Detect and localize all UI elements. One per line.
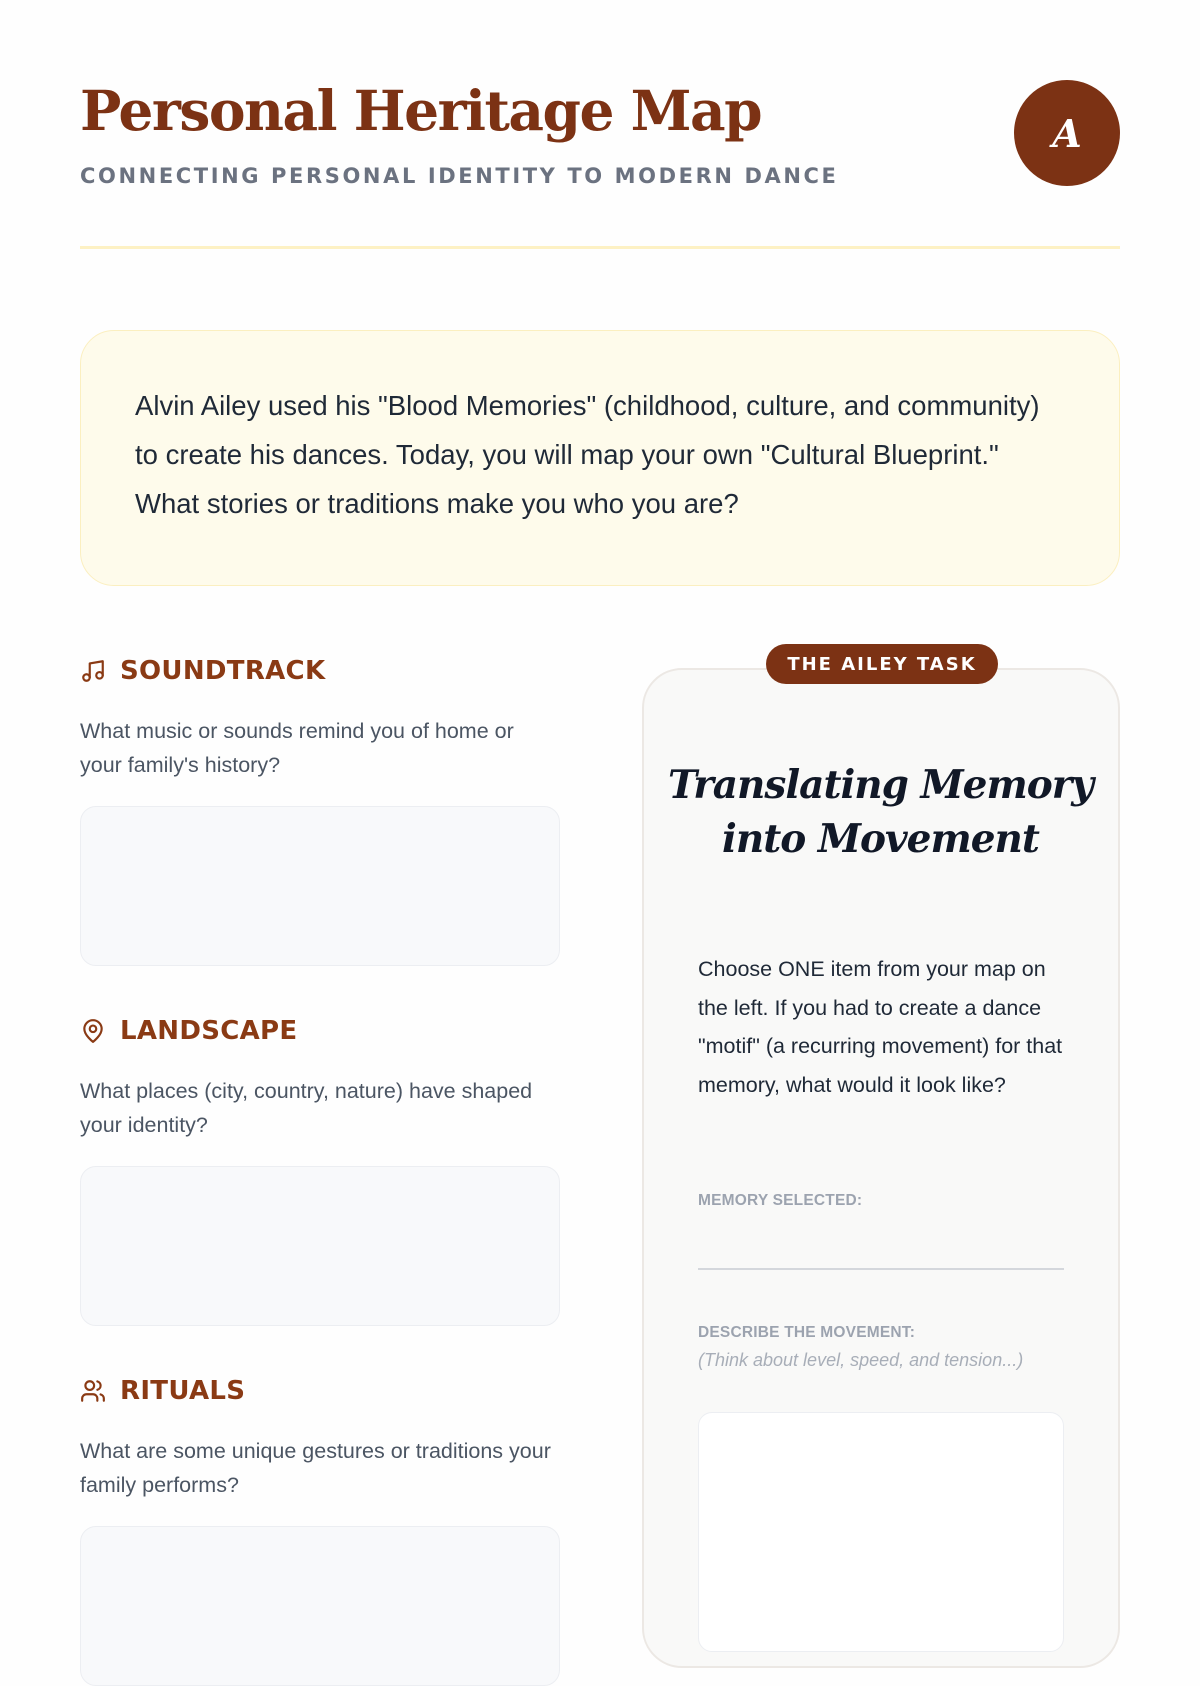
prompt-landscape-header bbox=[80, 1016, 560, 1046]
describe-movement-label: DESCRIBE THE MOVEMENT: bbox=[698, 1324, 916, 1341]
intro-text: Alvin Ailey used his "Blood Memories" (childhood, culture, and community) to create his dances. Today, you will map your own "Cultural Blueprint." What stories or traditions make you who you are? bbox=[135, 390, 1040, 519]
prompt-soundtrack-title: SOUNDTRACK bbox=[120, 656, 326, 686]
ailey-task-card bbox=[642, 668, 1120, 1668]
prompt-landscape-title: LANDSCAPE bbox=[120, 1016, 298, 1046]
prompt-rituals-title: RITUALS bbox=[120, 1376, 246, 1406]
avatar: A bbox=[1014, 80, 1120, 186]
intro-callout bbox=[80, 330, 1120, 586]
people-icon bbox=[80, 1378, 106, 1404]
prompt-rituals-question: What are some unique gestures or traditions your family performs? bbox=[80, 1439, 551, 1497]
prompt-rituals bbox=[80, 1376, 560, 1686]
prompt-landscape bbox=[80, 1016, 560, 1326]
prompt-soundtrack-question: What music or sounds remind you of home or your family's history? bbox=[80, 719, 514, 777]
header-divider bbox=[80, 246, 1120, 249]
map-pin-icon bbox=[80, 1018, 106, 1044]
music-note-icon bbox=[80, 658, 106, 684]
describe-movement-hint: (Think about level, speed, and tension...) bbox=[698, 1350, 1024, 1370]
prompt-soundtrack-header bbox=[80, 656, 560, 686]
memory-selected-input[interactable] bbox=[698, 1230, 1064, 1270]
memory-selected-label: MEMORY SELECTED: bbox=[698, 1192, 863, 1209]
page-subtitle: CONNECTING PERSONAL IDENTITY TO MODERN DANCE bbox=[80, 164, 839, 188]
task-instructions: Choose ONE item from your map on the left. If you had to create a dance "motif" (a recurring movement) for that memory, what would it look like? bbox=[698, 957, 1063, 1097]
task-title: Translating Memory into Movement bbox=[668, 762, 1093, 862]
describe-movement-input[interactable] bbox=[698, 1412, 1064, 1652]
prompt-landscape-question: What places (city, country, nature) have shaped your identity? bbox=[80, 1079, 533, 1137]
soundtrack-answer-input[interactable] bbox=[80, 806, 560, 966]
heritage-map-page bbox=[80, 0, 1120, 1600]
prompt-rituals-header bbox=[80, 1376, 560, 1406]
rituals-answer-input[interactable] bbox=[80, 1526, 560, 1686]
prompt-soundtrack bbox=[80, 656, 560, 966]
page-title: Personal Heritage Map bbox=[80, 78, 762, 143]
ailey-task-badge: THE AILEY TASK bbox=[766, 644, 998, 684]
landscape-answer-input[interactable] bbox=[80, 1166, 560, 1326]
